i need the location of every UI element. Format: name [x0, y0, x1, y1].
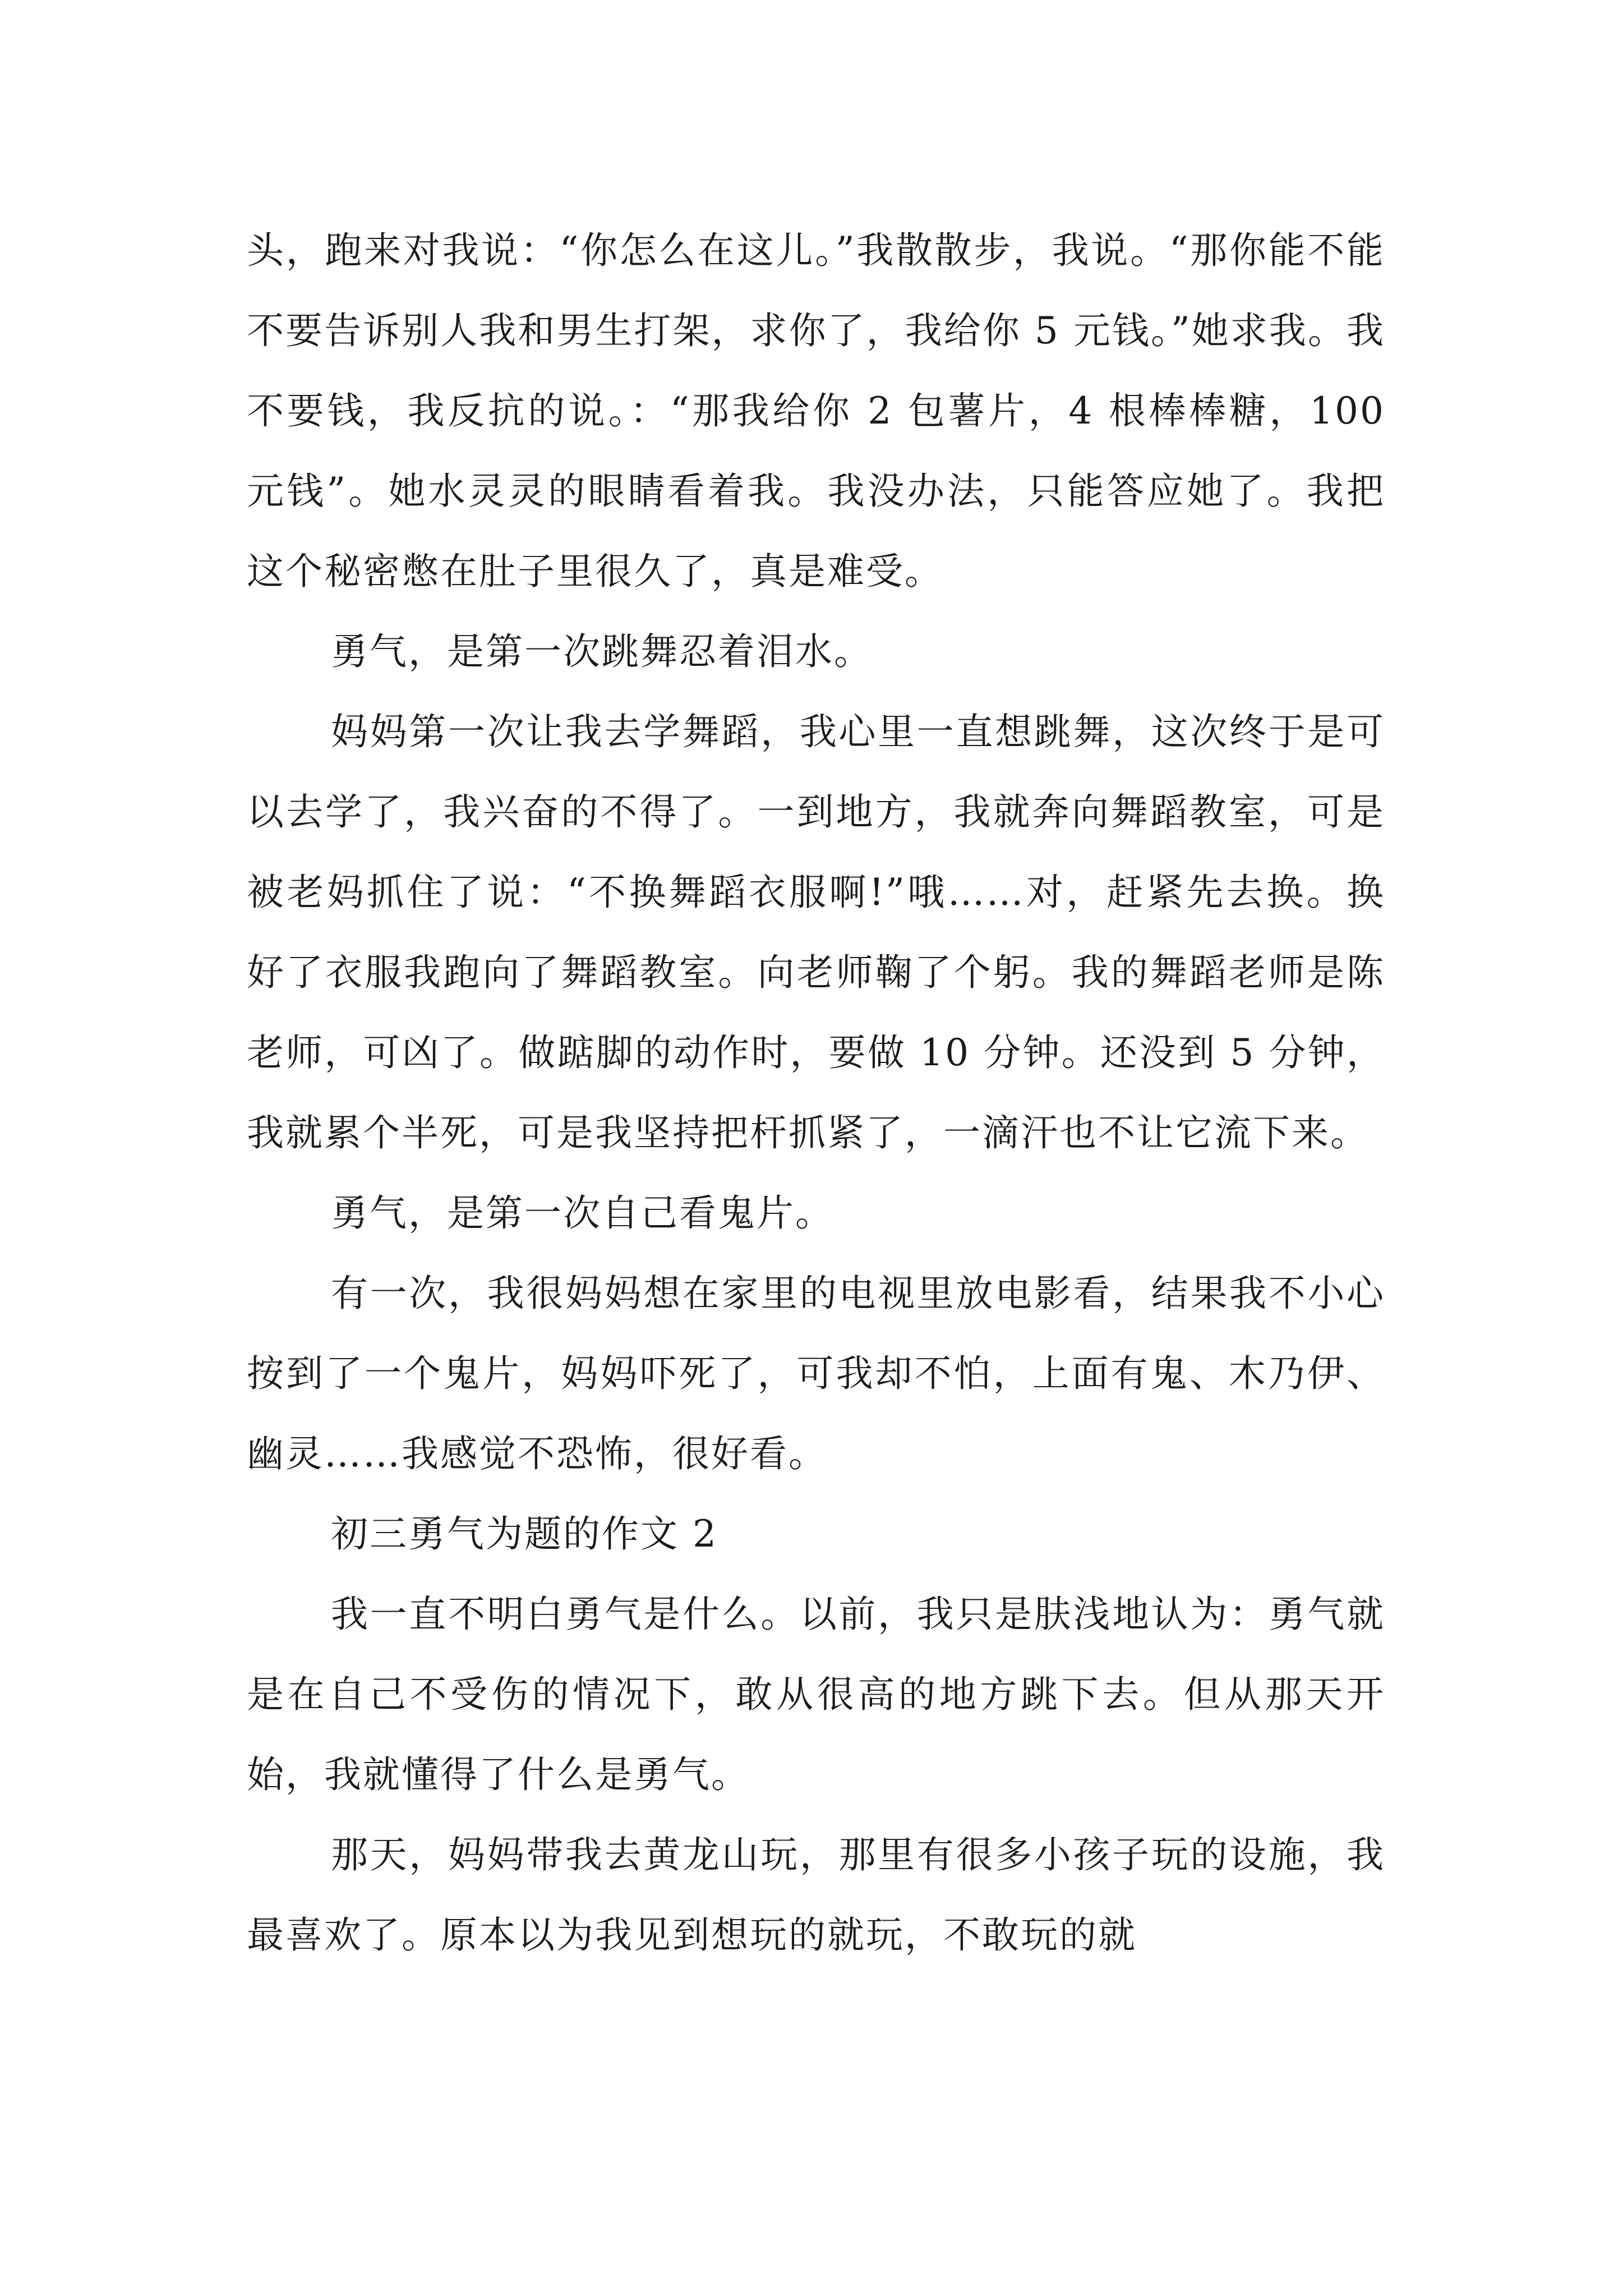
- document-body: [247, 210, 1385, 1975]
- paragraph-3: 妈妈第一次让我去学舞蹈，我心里一直想跳舞，这次终于是可以去学了，我兴奋的不得了。一到地方，我就奔向舞蹈教室，可是被老妈抓住了说：“不换舞蹈衣服啊!”哦……对，赶紧先去换。换好了衣服我跑向了舞蹈教室。向老师鞠了个躬。我的舞蹈老师是陈老师，可凶了。做踮脚的动作时，要做 10 分钟。还没到 5 分钟，我就累个半死，可是我坚持把杆抓紧了，一滴汗也不让它流下来。: [247, 710, 1385, 1154]
- paragraph-2-heading-dance: 勇气，是第一次跳舞忍着泪水。: [331, 630, 873, 673]
- paragraph-5: 有一次，我很妈妈想在家里的电视里放电影看，结果我不小心按到了一个鬼片，妈妈吓死了，可我却不怕，上面有鬼、木乃伊、幽灵……我感觉不恐怖，很好看。: [247, 1272, 1385, 1475]
- paragraph-4-heading-movie: 勇气，是第一次自己看鬼片。: [331, 1191, 834, 1235]
- paragraph-1: 头，跑来对我说：“你怎么在这儿。”我散散步，我说。“那你能不能不要告诉别人我和男生打架，求你了，我给你 5 元钱。”她求我。我不要钱，我反抗的说。：“那我给你 2 包薯片，4 根棒棒糖，100 元钱”。她水灵灵的眼睛看着我。我没办法，只能答应她了。我把这个秘密憋在肚子里很久了，真是难受。: [247, 229, 1385, 593]
- paragraph-7: 我一直不明白勇气是什么。以前，我只是肤浅地认为：勇气就是在自己不受伤的情况下，敢从很高的地方跳下去。但从那天开始，我就懂得了什么是勇气。: [247, 1593, 1385, 1796]
- paragraph-8: 那天，妈妈带我去黄龙山玩，那里有很多小孩子玩的设施，我最喜欢了。原本以为我见到想玩的就玩，不敢玩的就: [247, 1833, 1385, 1957]
- essay-title-2: 初三勇气为题的作文 2: [331, 1512, 718, 1556]
